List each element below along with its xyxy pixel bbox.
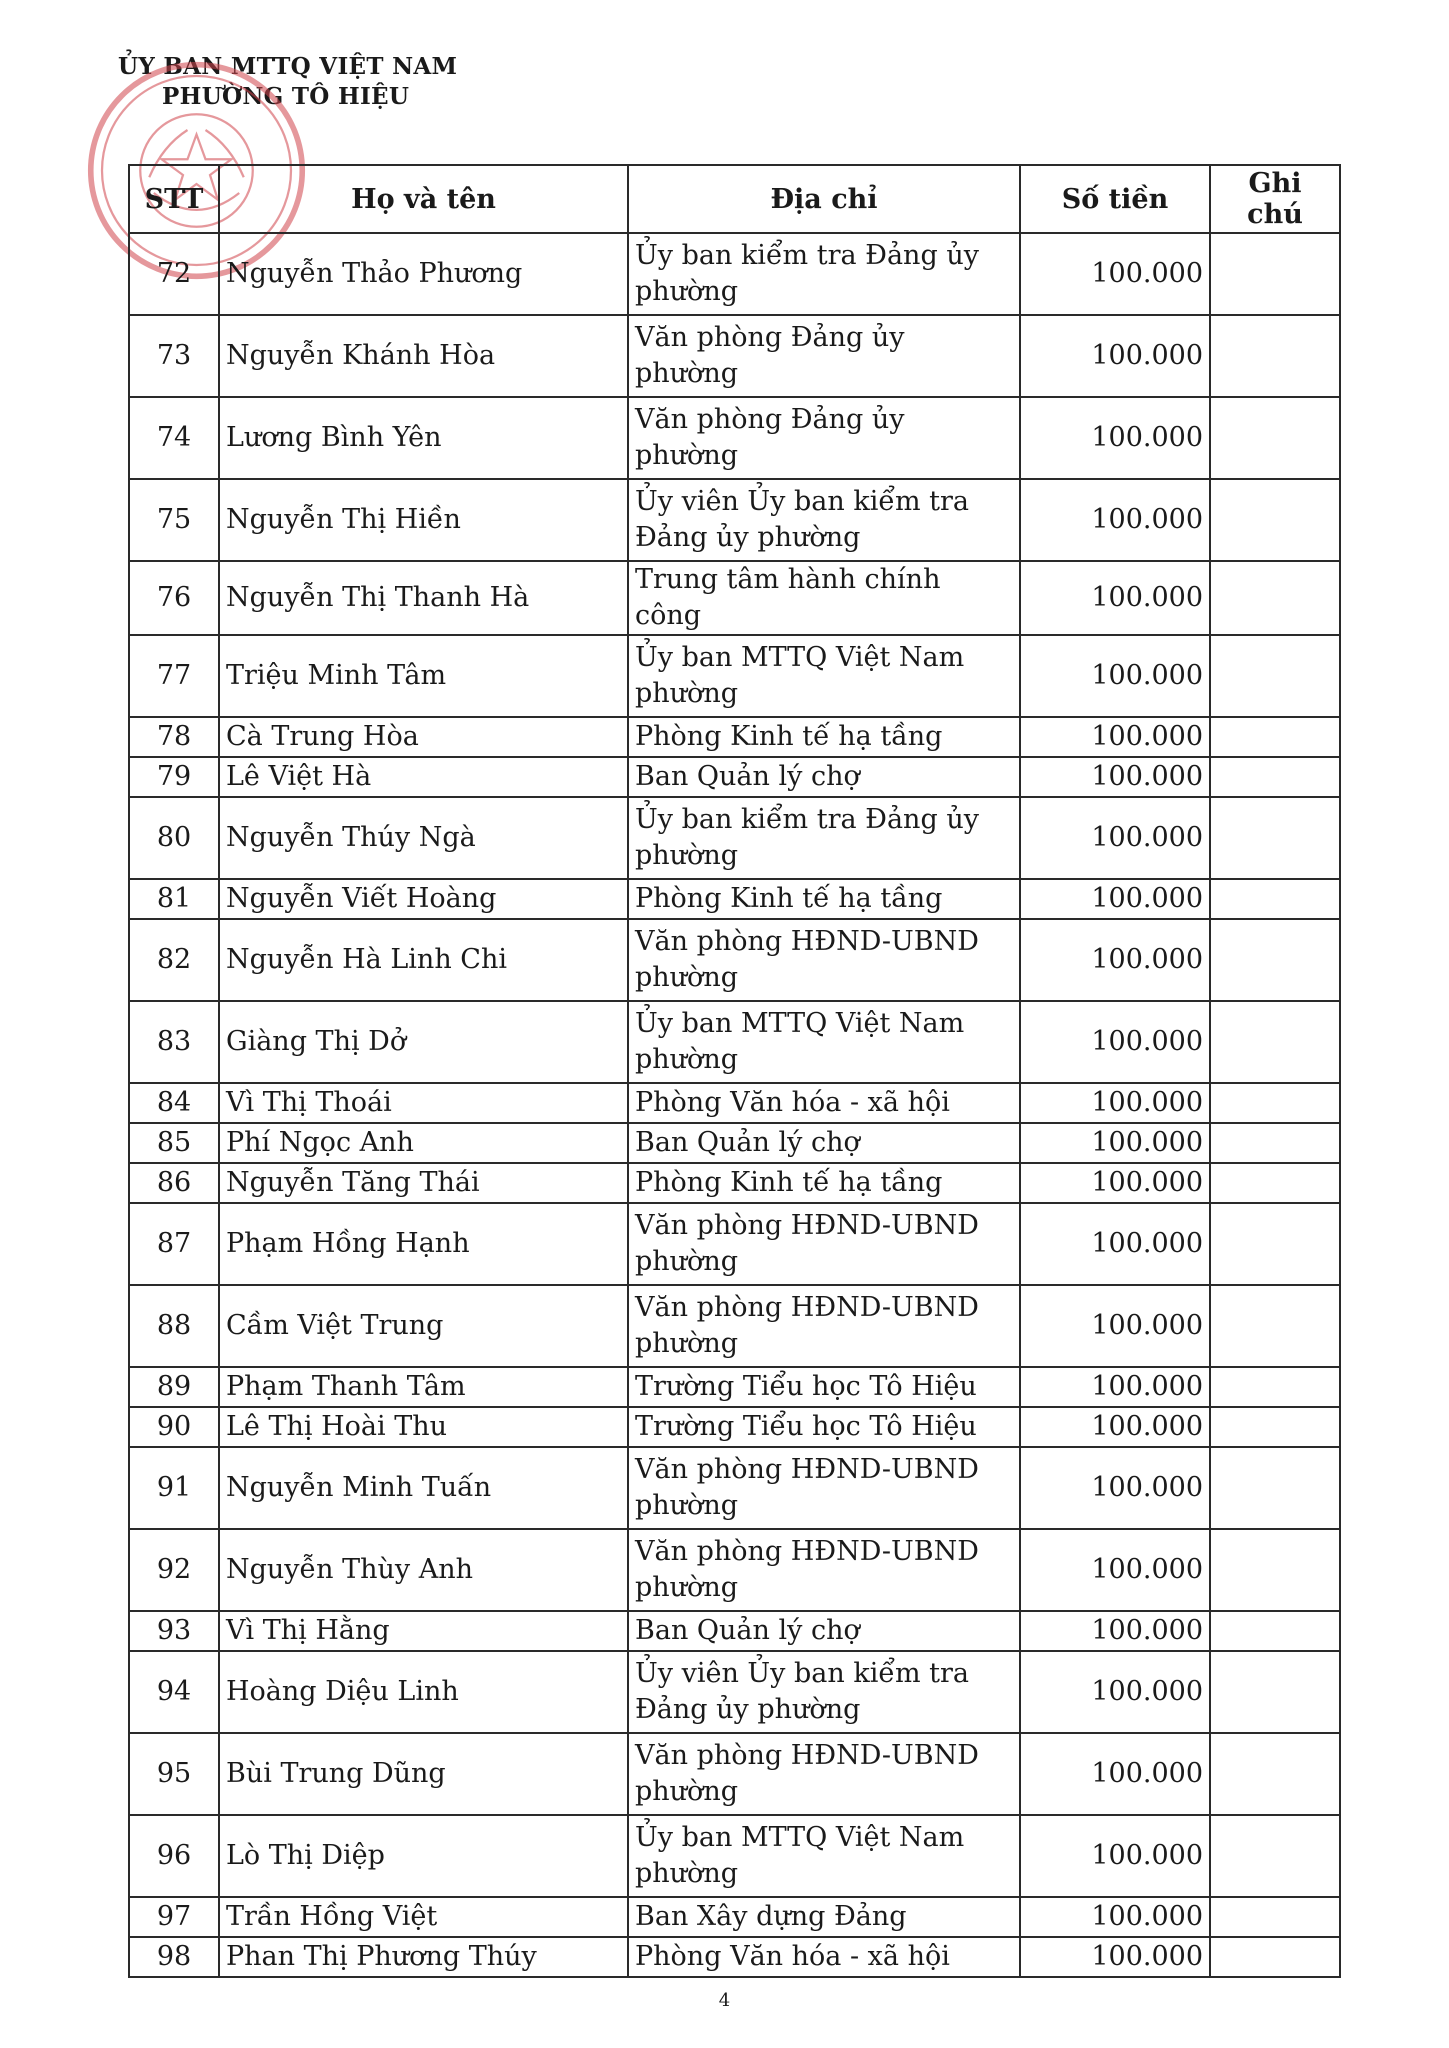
row-amount: 100.000	[1020, 397, 1210, 479]
row-amount: 100.000	[1020, 1651, 1210, 1733]
row-note	[1210, 315, 1340, 397]
table-row	[129, 1897, 1340, 1937]
row-stt: 98	[129, 1937, 219, 1977]
row-address: Ủy ban kiểm tra Đảng ủy phường	[628, 797, 1020, 879]
row-name: Giàng Thị Dở	[219, 1001, 628, 1083]
row-note	[1210, 1937, 1340, 1977]
row-name: Cầm Việt Trung	[219, 1285, 628, 1367]
row-address: Phòng Kinh tế hạ tầng	[628, 717, 1020, 757]
row-note	[1210, 1611, 1340, 1651]
row-stt: 93	[129, 1611, 219, 1651]
column-header-note: Ghi chú	[1210, 165, 1340, 233]
row-name: Vì Thị Thoái	[219, 1083, 628, 1123]
row-address: Trường Tiểu học Tô Hiệu	[628, 1407, 1020, 1447]
table-row	[129, 635, 1340, 717]
row-address: Văn phòng Đảng ủy phường	[628, 397, 1020, 479]
column-header-address: Địa chỉ	[628, 165, 1020, 233]
page-number: 4	[718, 1990, 731, 2011]
row-amount: 100.000	[1020, 479, 1210, 561]
row-address: Trung tâm hành chính công	[628, 561, 1020, 635]
row-stt: 75	[129, 479, 219, 561]
row-note	[1210, 1203, 1340, 1285]
table-row	[129, 1651, 1340, 1733]
row-stt: 79	[129, 757, 219, 797]
row-address: Phòng Văn hóa - xã hội	[628, 1937, 1020, 1977]
row-note	[1210, 797, 1340, 879]
row-name: Phạm Thanh Tâm	[219, 1367, 628, 1407]
row-amount: 100.000	[1020, 879, 1210, 919]
table-row	[129, 1203, 1340, 1285]
row-address: Phòng Kinh tế hạ tầng	[628, 879, 1020, 919]
row-name: Vì Thị Hằng	[219, 1611, 628, 1651]
table-row	[129, 919, 1340, 1001]
row-address: Ủy ban MTTQ Việt Nam phường	[628, 635, 1020, 717]
row-amount: 100.000	[1020, 919, 1210, 1001]
row-stt: 84	[129, 1083, 219, 1123]
row-name: Cà Trung Hòa	[219, 717, 628, 757]
row-name: Nguyễn Minh Tuấn	[219, 1447, 628, 1529]
table-row	[129, 1447, 1340, 1529]
row-note	[1210, 919, 1340, 1001]
row-stt: 73	[129, 315, 219, 397]
row-note	[1210, 1285, 1340, 1367]
row-note	[1210, 1407, 1340, 1447]
row-address: Ủy viên Ủy ban kiểm tra Đảng ủy phường	[628, 479, 1020, 561]
row-amount: 100.000	[1020, 561, 1210, 635]
column-header-name: Họ và tên	[219, 165, 628, 233]
row-note	[1210, 1733, 1340, 1815]
row-address: Ủy ban kiểm tra Đảng ủy phường	[628, 233, 1020, 315]
row-stt: 89	[129, 1367, 219, 1407]
row-address: Ủy ban MTTQ Việt Nam phường	[628, 1815, 1020, 1897]
row-name: Triệu Minh Tâm	[219, 635, 628, 717]
table-row	[129, 1163, 1340, 1203]
row-note	[1210, 1897, 1340, 1937]
row-note	[1210, 1651, 1340, 1733]
row-address: Văn phòng Đảng ủy phường	[628, 315, 1020, 397]
row-address: Văn phòng HĐND-UBND phường	[628, 919, 1020, 1001]
row-stt: 86	[129, 1163, 219, 1203]
row-stt: 82	[129, 919, 219, 1001]
row-address: Phòng Kinh tế hạ tầng	[628, 1163, 1020, 1203]
row-note	[1210, 561, 1340, 635]
row-address: Văn phòng HĐND-UBND phường	[628, 1733, 1020, 1815]
row-amount: 100.000	[1020, 1815, 1210, 1897]
table-row	[129, 233, 1340, 315]
row-name: Lương Bình Yên	[219, 397, 628, 479]
row-note	[1210, 1815, 1340, 1897]
column-header-stt: STT	[129, 165, 219, 233]
table-row	[129, 797, 1340, 879]
row-name: Nguyễn Thị Hiền	[219, 479, 628, 561]
row-stt: 78	[129, 717, 219, 757]
row-address: Văn phòng HĐND-UBND phường	[628, 1203, 1020, 1285]
row-address: Ủy viên Ủy ban kiểm tra Đảng ủy phường	[628, 1651, 1020, 1733]
table-row	[129, 561, 1340, 635]
row-stt: 90	[129, 1407, 219, 1447]
row-address: Ban Quản lý chợ	[628, 1123, 1020, 1163]
row-address: Văn phòng HĐND-UBND phường	[628, 1285, 1020, 1367]
row-name: Nguyễn Thảo Phương	[219, 233, 628, 315]
row-amount: 100.000	[1020, 635, 1210, 717]
row-note	[1210, 397, 1340, 479]
row-stt: 87	[129, 1203, 219, 1285]
donor-table	[128, 164, 1341, 1978]
table-row	[129, 879, 1340, 919]
row-note	[1210, 1083, 1340, 1123]
row-amount: 100.000	[1020, 1083, 1210, 1123]
row-amount: 100.000	[1020, 1001, 1210, 1083]
table-row	[129, 1367, 1340, 1407]
row-name: Nguyễn Tăng Thái	[219, 1163, 628, 1203]
row-note	[1210, 233, 1340, 315]
row-amount: 100.000	[1020, 1733, 1210, 1815]
table-row	[129, 717, 1340, 757]
table-row	[129, 1529, 1340, 1611]
row-name: Lê Việt Hà	[219, 757, 628, 797]
table-row	[129, 1083, 1340, 1123]
table-row	[129, 479, 1340, 561]
row-amount: 100.000	[1020, 1447, 1210, 1529]
row-amount: 100.000	[1020, 1897, 1210, 1937]
row-stt: 94	[129, 1651, 219, 1733]
row-note	[1210, 757, 1340, 797]
row-stt: 72	[129, 233, 219, 315]
row-name: Trần Hồng Việt	[219, 1897, 628, 1937]
row-note	[1210, 1529, 1340, 1611]
row-note	[1210, 1163, 1340, 1203]
row-amount: 100.000	[1020, 1203, 1210, 1285]
table-row	[129, 1733, 1340, 1815]
row-address: Trường Tiểu học Tô Hiệu	[628, 1367, 1020, 1407]
row-address: Ban Xây dựng Đảng	[628, 1897, 1020, 1937]
row-name: Hoàng Diệu Linh	[219, 1651, 628, 1733]
row-note	[1210, 879, 1340, 919]
ward-name: PHƯỜNG TÔ HIỆU	[162, 83, 410, 110]
row-note	[1210, 1447, 1340, 1529]
table-row	[129, 1937, 1340, 1977]
row-name: Nguyễn Viết Hoàng	[219, 879, 628, 919]
row-amount: 100.000	[1020, 315, 1210, 397]
table-row	[129, 1407, 1340, 1447]
row-name: Nguyễn Hà Linh Chi	[219, 919, 628, 1001]
row-note	[1210, 479, 1340, 561]
row-amount: 100.000	[1020, 1123, 1210, 1163]
row-amount: 100.000	[1020, 1285, 1210, 1367]
row-name: Nguyễn Thúy Ngà	[219, 797, 628, 879]
table-row	[129, 1611, 1340, 1651]
row-name: Phan Thị Phương Thúy	[219, 1937, 628, 1977]
row-address: Văn phòng HĐND-UBND phường	[628, 1529, 1020, 1611]
row-name: Lê Thị Hoài Thu	[219, 1407, 628, 1447]
row-amount: 100.000	[1020, 717, 1210, 757]
row-note	[1210, 1123, 1340, 1163]
row-name: Phí Ngọc Anh	[219, 1123, 628, 1163]
row-amount: 100.000	[1020, 1529, 1210, 1611]
row-note	[1210, 635, 1340, 717]
row-address: Ủy ban MTTQ Việt Nam phường	[628, 1001, 1020, 1083]
row-stt: 95	[129, 1733, 219, 1815]
row-amount: 100.000	[1020, 1367, 1210, 1407]
table-row	[129, 315, 1340, 397]
row-amount: 100.000	[1020, 757, 1210, 797]
row-name: Nguyễn Thị Thanh Hà	[219, 561, 628, 635]
row-amount: 100.000	[1020, 233, 1210, 315]
table-row	[129, 1001, 1340, 1083]
row-amount: 100.000	[1020, 1163, 1210, 1203]
row-address: Ban Quản lý chợ	[628, 1611, 1020, 1651]
table-header-row	[129, 165, 1340, 233]
table-row	[129, 757, 1340, 797]
row-note	[1210, 717, 1340, 757]
row-stt: 81	[129, 879, 219, 919]
row-name: Nguyễn Khánh Hòa	[219, 315, 628, 397]
row-amount: 100.000	[1020, 1407, 1210, 1447]
table-row	[129, 397, 1340, 479]
row-stt: 92	[129, 1529, 219, 1611]
row-stt: 91	[129, 1447, 219, 1529]
column-header-amount: Số tiền	[1020, 165, 1210, 233]
row-stt: 80	[129, 797, 219, 879]
row-stt: 97	[129, 1897, 219, 1937]
table-row	[129, 1285, 1340, 1367]
row-address: Phòng Văn hóa - xã hội	[628, 1083, 1020, 1123]
table-row	[129, 1123, 1340, 1163]
row-stt: 74	[129, 397, 219, 479]
org-name: ỦY BAN MTTQ VIỆT NAM	[118, 53, 458, 80]
row-stt: 88	[129, 1285, 219, 1367]
row-note	[1210, 1367, 1340, 1407]
row-name: Lò Thị Diệp	[219, 1815, 628, 1897]
row-stt: 85	[129, 1123, 219, 1163]
row-stt: 76	[129, 561, 219, 635]
row-amount: 100.000	[1020, 1611, 1210, 1651]
table-row	[129, 1815, 1340, 1897]
row-name: Bùi Trung Dũng	[219, 1733, 628, 1815]
row-note	[1210, 1001, 1340, 1083]
row-name: Phạm Hồng Hạnh	[219, 1203, 628, 1285]
row-address: Ban Quản lý chợ	[628, 757, 1020, 797]
row-stt: 77	[129, 635, 219, 717]
row-name: Nguyễn Thùy Anh	[219, 1529, 628, 1611]
row-stt: 83	[129, 1001, 219, 1083]
row-amount: 100.000	[1020, 797, 1210, 879]
row-address: Văn phòng HĐND-UBND phường	[628, 1447, 1020, 1529]
row-stt: 96	[129, 1815, 219, 1897]
row-amount: 100.000	[1020, 1937, 1210, 1977]
